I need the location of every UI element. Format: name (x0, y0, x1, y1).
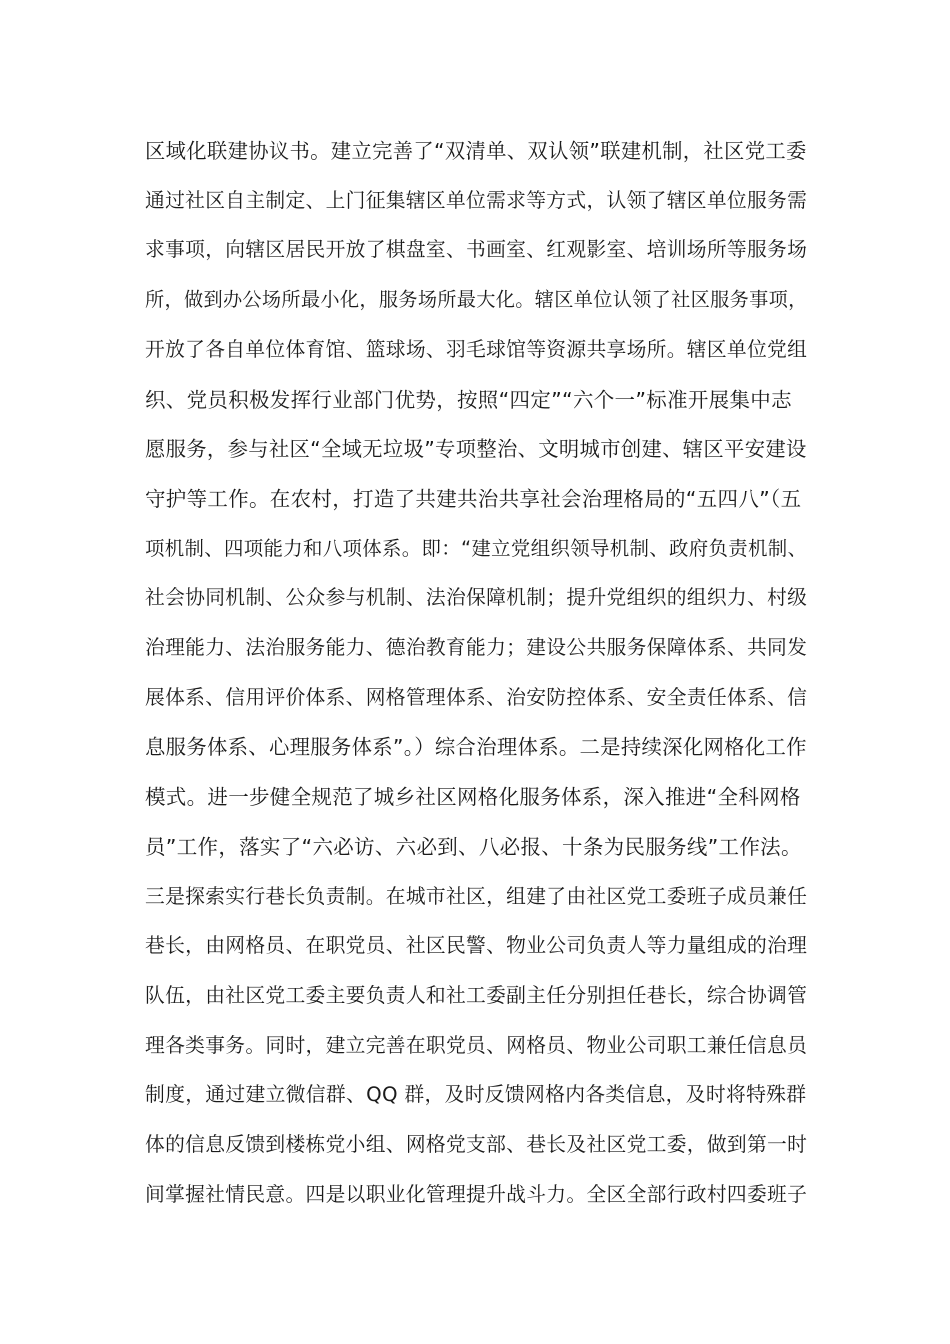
text-line-10: 社会协同机制、公众参与机制、法治保障机制；提升党组织的组织力、村级 (145, 586, 808, 610)
text-line-21: 体的信息反馈到楼栋党小组、网格党支部、巷长及社区党工委，做到第一时 (145, 1133, 808, 1156)
text-line-18: 队伍，由社区党工委主要负责人和社工委副主任分别担任巷长，综合协调管 (145, 983, 808, 1007)
text-line-7: 愿服务，参与社区“全域无垃圾”专项整治、文明城市创建、辖区平安建设 (145, 437, 807, 462)
text-line-13: 息服务体系、心理服务体系”。）综合治理体系。二是持续深化网格化工作 (145, 735, 807, 760)
text-line-22: 间掌握社情民意。四是以职业化管理提升战斗力。全区全部行政村四委班子 (145, 1182, 808, 1206)
text-line-20: 制度，通过建立微信群、QQ 群，及时反馈网格内各类信息，及时将特殊群 (145, 1083, 807, 1107)
text-line-11: 治理能力、法治服务能力、德治教育能力；建设公共服务保障体系、共同发 (145, 636, 808, 659)
text-line-12: 展体系、信用评价体系、网格管理体系、治安防控体系、安全责任体系、信 (145, 685, 808, 709)
text-line-4: 所，做到办公场所最小化，服务场所最大化。辖区单位认领了社区服务事项， (145, 288, 808, 312)
text-line-8: 守护等工作。在农村，打造了共建共治共享社会治理格局的“五四八”（五 (145, 486, 802, 511)
text-line-15: 员”工作，落实了“六必访、六必到、八必报、十条为民服务线”工作法。 (145, 834, 802, 859)
text-line-3: 求事项，向辖区居民开放了棋盘室、书画室、红观影室、培训场所等服务场 (145, 238, 808, 262)
text-line-6: 织、党员积极发挥行业部门优势，按照“四定”“六个一”标准开展集中志 (145, 387, 792, 412)
text-line-14: 模式。进一步健全规范了城乡社区网格化服务体系，深入推进“全科网格 (145, 785, 801, 810)
text-line-16: 三是探索实行巷长负责制。在城市社区，组建了由社区党工委班子成员兼任 (145, 884, 808, 908)
text-line-5: 开放了各自单位体育馆、篮球场、羽毛球馆等资源共享场所。辖区单位党组 (145, 337, 808, 361)
text-line-17: 巷长，由网格员、在职党员、社区民警、物业公司负责人等力量组成的治理 (145, 934, 808, 958)
text-line-19: 理各类事务。同时，建立完善在职党员、网格员、物业公司职工兼任信息员 (145, 1033, 808, 1057)
text-line-2: 通过社区自主制定、上门征集辖区单位需求等方式，认领了辖区单位服务需 (145, 188, 808, 212)
text-line-9: 项机制、四项能力和八项体系。即：“建立党组织领导机制、政府负责机制、 (145, 536, 808, 560)
text-line-1: 区域化联建协议书。建立完善了“双清单、双认领”联建机制，社区党工委 (145, 139, 807, 163)
